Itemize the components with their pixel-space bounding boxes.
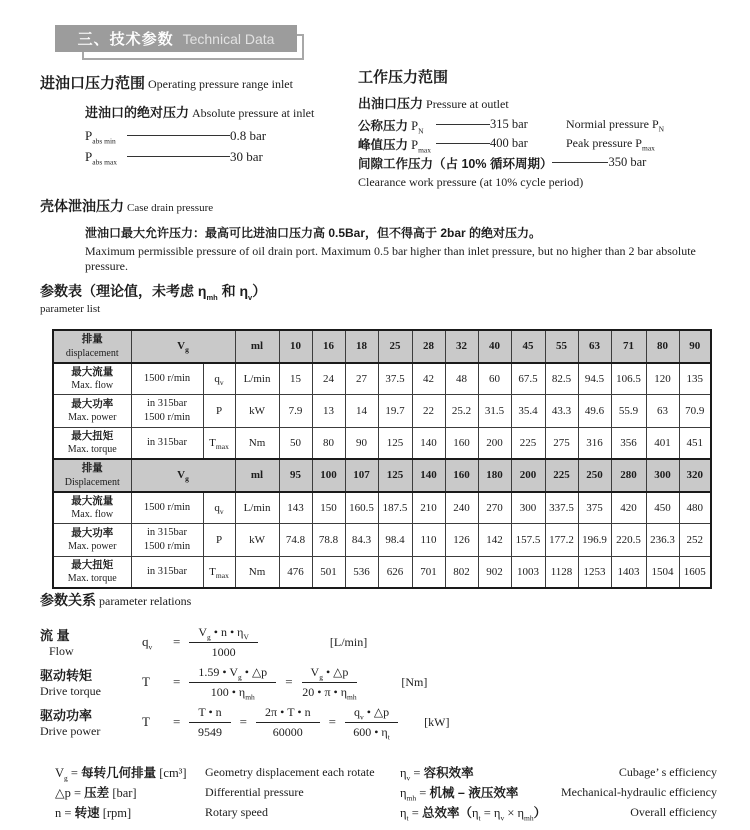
peak-pressure-row	[358, 134, 728, 153]
power-unit: [kW]	[424, 714, 450, 729]
drain-heading-cn: 壳体泄油压力	[40, 198, 124, 214]
legend-left-column	[55, 762, 400, 822]
dash-line	[436, 143, 490, 144]
legend-eta-mh-symbol: $\eta_{mh}$ = 机械 – 液压效率	[400, 786, 519, 803]
case-drain-section	[40, 196, 730, 274]
outlet-heading-cn: 工作压力范围	[358, 69, 449, 86]
drain-text-cn: 泄油口最大允许压力：最高可比进油口压力高 0.5Bar，但不得高于 2bar 的绝对压力。	[85, 226, 542, 240]
flow-label-en: Flow	[49, 644, 74, 658]
outlet-subheading-en: Pressure at outlet	[426, 97, 509, 111]
table-cell: 13	[312, 395, 345, 427]
table-cell: 25.2	[445, 395, 478, 427]
table-cell: in 315bar	[131, 556, 203, 588]
table-cell: 401	[646, 427, 679, 459]
power-lhs-symbol: T	[142, 714, 150, 729]
torque-fraction-2	[302, 664, 358, 699]
table-cell: 最大流量 Max. flow	[53, 492, 131, 524]
table-cell: 275	[545, 427, 578, 459]
power-denominator-3: 600 • $\eta_t$	[353, 724, 390, 741]
torque-numerator-1: 1.59 • $V_g$ • △p	[189, 664, 276, 682]
table-cell: 55	[545, 330, 578, 363]
table-cell: 50	[279, 427, 312, 459]
torque-denominator-1: 100 • $\eta_{mh}$	[210, 684, 255, 701]
legend-eta-t-symbol: $\eta_t$ = 总效率$(\eta_t = \eta_v \times \eta_{mh})$	[400, 806, 547, 823]
torque-formula-row	[40, 662, 730, 702]
flow-denominator: 1000	[211, 644, 236, 659]
torque-numerator-2: $V_g$ • △p	[302, 664, 358, 682]
table-cell: 最大扭矩 Max. torque	[53, 556, 131, 588]
table-cell: $T_{max}$	[203, 556, 235, 588]
power-numerator-3: $q_v$ • △p	[345, 704, 398, 722]
drain-text-en: Maximum permissible pressure of oil drain port. Maximum 0.5 bar higher than inlet pressure, but no higher than 2 bar absolute pressure.	[85, 244, 696, 273]
legend-eta-mh-en: Mechanical-hydraulic efficiency	[560, 784, 717, 799]
inlet-subheading	[85, 102, 350, 121]
clearance-pressure-footnote: Clearance work pressure (at 10% cycle period)	[358, 175, 584, 189]
power-denominator-2: 60000	[272, 724, 303, 739]
nominal-pressure-note: Normial pressure $P_N$	[566, 117, 665, 134]
table-cell: ml	[235, 330, 279, 363]
table-cell: in 315bar 1500 r/min	[131, 524, 203, 556]
table-cell: $V_g$	[131, 330, 235, 363]
inlet-heading-cn: 进油口压力范围	[40, 75, 146, 92]
abs-min-value: 0.8 bar	[230, 127, 267, 143]
table-cell: 157.5	[511, 524, 545, 556]
flow-label-cn: 流 量	[40, 628, 70, 643]
relations-heading-cn: 参数关系	[40, 592, 96, 608]
table-cell: L/min	[235, 363, 279, 395]
table-cell: 78.8	[312, 524, 345, 556]
equals-sign: =	[239, 714, 248, 729]
table-cell: 476	[279, 556, 312, 588]
equals-sign: =	[328, 714, 336, 729]
table-cell: 1253	[578, 556, 611, 588]
table-cell: 160	[445, 427, 478, 459]
banner-box	[55, 25, 297, 52]
table-cell: P	[203, 395, 235, 427]
inlet-subheading-cn: 进油口的绝对压力	[85, 105, 190, 120]
table-cell: 142	[478, 524, 511, 556]
table-cell: 7.9	[279, 395, 312, 427]
table-cell: 1605	[679, 556, 711, 588]
table-cell: ml	[235, 459, 279, 492]
table-cell: 140	[412, 427, 445, 459]
banner-title-cn: 三、技术参数	[77, 31, 174, 48]
table-cell: 37.5	[378, 363, 412, 395]
table-cell: 32	[445, 330, 478, 363]
table-cell: 196.9	[578, 524, 611, 556]
table-cell: 160	[445, 459, 478, 492]
parameter-table-title-block	[40, 281, 266, 315]
flow-label	[40, 625, 142, 659]
table-cell: 125	[378, 427, 412, 459]
power-numerator-2: 2π • T • n	[256, 704, 320, 722]
dash-line	[552, 162, 608, 163]
table-cell: 49.6	[578, 395, 611, 427]
table-cell: P	[203, 524, 235, 556]
table-cell: 902	[478, 556, 511, 588]
outlet-subheading-cn: 出油口压力	[358, 96, 424, 111]
drain-heading-en: Case drain pressure	[127, 202, 214, 214]
outlet-subheading	[358, 93, 728, 112]
table-cell: 110	[412, 524, 445, 556]
table-cell: 排量 displacement	[53, 330, 131, 363]
table-cell: 300	[511, 492, 545, 524]
table-cell: 701	[412, 556, 445, 588]
table-cell: 19.7	[378, 395, 412, 427]
legend-item-dp	[55, 782, 400, 802]
table-cell: 252	[679, 524, 711, 556]
clearance-pressure-row	[358, 153, 728, 172]
table-cell: 70.9	[679, 395, 711, 427]
legend-dp-symbol: △p = 压差 [bar]	[55, 786, 137, 800]
table-cell: 220.5	[611, 524, 646, 556]
table-cell: 420	[611, 492, 646, 524]
table-cell: 126	[445, 524, 478, 556]
table-cell: 98.4	[378, 524, 412, 556]
working-pressure-section	[358, 66, 728, 190]
dash-line	[127, 135, 230, 136]
table-cell: 48	[445, 363, 478, 395]
legend-eta-v-symbol: $\eta_v$ = 容积效率	[400, 766, 474, 783]
torque-label	[40, 665, 142, 699]
abs-max-value: 30 bar	[230, 148, 263, 164]
table-cell: 40	[478, 330, 511, 363]
legend-eta-v-en: Cubage’ s efficiency	[618, 764, 717, 779]
banner-title-en: Technical Data	[182, 30, 275, 47]
table-cell: 18	[345, 330, 378, 363]
table-cell: 125	[378, 459, 412, 492]
table-cell: 450	[646, 492, 679, 524]
torque-denominator-2: 20 • π • $\eta_{mh}$	[302, 684, 357, 701]
dash-line	[127, 156, 230, 157]
table-cell: 43.3	[545, 395, 578, 427]
power-formula-row	[40, 702, 730, 742]
table-cell: 45	[511, 330, 545, 363]
table-cell: 80	[312, 427, 345, 459]
flow-fraction	[189, 624, 258, 659]
table-cell: 25	[378, 330, 412, 363]
table-cell: 排量 Displacement	[53, 459, 131, 492]
torque-label-en: Drive torque	[40, 684, 101, 698]
power-numerator-1: T • n	[189, 704, 230, 722]
table-cell: L/min	[235, 492, 279, 524]
clearance-pressure-label: 间隙工作压力（占 10% 循环周期）	[358, 156, 553, 171]
power-denominator-1: 9549	[198, 724, 222, 739]
parameter-table-subtitle: parameter list	[40, 303, 101, 315]
power-label	[40, 705, 142, 739]
table-cell: 236.3	[646, 524, 679, 556]
equals-sign: =	[173, 634, 181, 649]
dash-line	[436, 124, 490, 125]
inlet-pressure-section	[40, 72, 350, 167]
symbol-legend	[55, 762, 717, 822]
clearance-pressure-value: 350 bar	[608, 155, 647, 169]
legend-item-vg	[55, 762, 400, 782]
nominal-pressure-row	[358, 115, 728, 134]
table-cell: $q_v$	[203, 492, 235, 524]
table-cell: 最大功率 Max. power	[53, 524, 131, 556]
table-cell: 80	[646, 330, 679, 363]
torque-fraction-1	[189, 664, 276, 699]
table-cell: 15	[279, 363, 312, 395]
table-cell: $V_g$	[131, 459, 235, 492]
table-cell: 180	[478, 459, 511, 492]
table-cell: 480	[679, 492, 711, 524]
table-cell: 55.9	[611, 395, 646, 427]
table-cell: 27	[345, 363, 378, 395]
table-cell: 94.5	[578, 363, 611, 395]
table-cell: 16	[312, 330, 345, 363]
drain-heading	[40, 196, 730, 216]
nominal-pressure-value: 315 bar	[490, 117, 528, 131]
parameter-relations-section	[40, 590, 730, 742]
table-cell: $T_{max}$	[203, 427, 235, 459]
table-cell: 74.8	[279, 524, 312, 556]
legend-item-n	[55, 802, 400, 822]
table-cell: 240	[445, 492, 478, 524]
table-cell: 71	[611, 330, 646, 363]
legend-item-eta-mh	[400, 782, 717, 802]
table-cell: kW	[235, 524, 279, 556]
table-cell: 1500 r/min	[131, 492, 203, 524]
table-cell: 501	[312, 556, 345, 588]
table-cell: 316	[578, 427, 611, 459]
legend-dp-en: Differential pressure	[205, 784, 304, 799]
table-cell: in 315bar	[131, 427, 203, 459]
table-cell: 187.5	[378, 492, 412, 524]
table-cell: 150	[312, 492, 345, 524]
power-fraction-2	[256, 704, 320, 739]
equals-sign: =	[173, 714, 181, 729]
parameter-table-title: 参数表（理论值，未考虑 $\eta_{mh}$ 和 $\eta_v$）	[40, 283, 267, 302]
flow-formula-row	[40, 622, 730, 662]
table-cell: 10	[279, 330, 312, 363]
section-banner	[55, 24, 325, 64]
table-cell: 337.5	[545, 492, 578, 524]
legend-vg-en: Geometry displacement each rotate	[205, 764, 375, 779]
flow-numerator: $V_g$ • n • $\eta_V$	[189, 624, 258, 642]
peak-pressure-note: Peak pressure $P_{max}$	[566, 136, 655, 153]
table-cell: 90	[679, 330, 711, 363]
table-cell: 63	[578, 330, 611, 363]
table-cell: 451	[679, 427, 711, 459]
abs-max-symbol: $P_{abs max}$	[85, 148, 118, 167]
table-cell: 250	[578, 459, 611, 492]
table-cell: 1128	[545, 556, 578, 588]
power-label-cn: 驱动功率	[40, 708, 93, 723]
abs-max-pressure-row	[85, 146, 350, 167]
table-cell: 160.5	[345, 492, 378, 524]
legend-item-eta-v	[400, 762, 717, 782]
torque-label-cn: 驱动转矩	[40, 668, 93, 683]
table-cell: 320	[679, 459, 711, 492]
table-cell: 31.5	[478, 395, 511, 427]
table-cell: 100	[312, 459, 345, 492]
table-cell: 356	[611, 427, 646, 459]
table-cell: Nm	[235, 427, 279, 459]
table-cell: 280	[611, 459, 646, 492]
table-cell: 270	[478, 492, 511, 524]
table-cell: 22	[412, 395, 445, 427]
table-cell: 90	[345, 427, 378, 459]
table-cell: 最大功率 Max. power	[53, 395, 131, 427]
power-fraction-3	[345, 704, 398, 739]
inlet-subheading-en: Absolute pressure at inlet	[192, 106, 315, 120]
table-cell: 63	[646, 395, 679, 427]
table-cell: 135	[679, 363, 711, 395]
legend-eta-t-en: Overall efficiency	[630, 804, 717, 819]
table-cell: 210	[412, 492, 445, 524]
parameter-table-body	[53, 330, 711, 588]
peak-pressure-label: 峰值压力 $P_{max}$	[358, 137, 432, 154]
table-cell: 60	[478, 363, 511, 395]
table-cell: 143	[279, 492, 312, 524]
table-cell: Nm	[235, 556, 279, 588]
table-cell: 14	[345, 395, 378, 427]
table-cell: 42	[412, 363, 445, 395]
inlet-section-heading	[40, 72, 350, 93]
equals-sign: =	[285, 674, 293, 689]
table-cell: 300	[646, 459, 679, 492]
table-cell: 35.4	[511, 395, 545, 427]
power-fraction-1	[189, 704, 230, 739]
table-cell: 120	[646, 363, 679, 395]
torque-lhs-symbol: T	[142, 674, 150, 689]
flow-unit: [L/min]	[329, 634, 368, 649]
table-cell: 536	[345, 556, 378, 588]
peak-pressure-value: 400 bar	[490, 136, 528, 150]
table-cell: 225	[511, 427, 545, 459]
table-cell: 1403	[611, 556, 646, 588]
table-cell: 1504	[646, 556, 679, 588]
table-cell: 802	[445, 556, 478, 588]
table-cell: 107	[345, 459, 378, 492]
table-cell: 225	[545, 459, 578, 492]
relations-heading-en: parameter relations	[99, 594, 192, 608]
table-cell: 24	[312, 363, 345, 395]
table-cell: 1003	[511, 556, 545, 588]
legend-n-symbol: n = 转速 [rpm]	[55, 806, 132, 820]
parameter-table	[52, 329, 712, 589]
legend-vg-symbol: $V_g$ = 每转几何排量 [cm³]	[55, 766, 187, 783]
table-cell: 200	[478, 427, 511, 459]
table-cell: 95	[279, 459, 312, 492]
inlet-heading-en: Operating pressure range inlet	[148, 77, 293, 91]
torque-unit: [Nm]	[401, 674, 428, 689]
table-cell: $q_v$	[203, 363, 235, 395]
legend-n-en: Rotary speed	[205, 804, 268, 819]
table-cell: 106.5	[611, 363, 646, 395]
table-cell: 626	[378, 556, 412, 588]
abs-min-symbol: $P_{abs min}$	[85, 127, 116, 146]
table-cell: 140	[412, 459, 445, 492]
relations-heading	[40, 590, 730, 610]
flow-lhs-symbol: $q_v$	[142, 634, 153, 652]
abs-min-pressure-row	[85, 125, 350, 146]
power-label-en: Drive power	[40, 724, 101, 738]
table-cell: 最大流量 Max. flow	[53, 363, 131, 395]
legend-right-column	[400, 762, 717, 822]
table-cell: 67.5	[511, 363, 545, 395]
table-cell: kW	[235, 395, 279, 427]
table-cell: 82.5	[545, 363, 578, 395]
table-cell: 177.2	[545, 524, 578, 556]
table-cell: 28	[412, 330, 445, 363]
table-cell: 1500 r/min	[131, 363, 203, 395]
table-cell: 375	[578, 492, 611, 524]
table-cell: in 315bar 1500 r/min	[131, 395, 203, 427]
table-cell: 200	[511, 459, 545, 492]
equals-sign: =	[173, 674, 181, 689]
nominal-pressure-label: 公称压力 $P_N$	[358, 118, 424, 135]
table-cell: 84.3	[345, 524, 378, 556]
legend-item-eta-t	[400, 802, 717, 822]
table-cell: 最大扭矩 Max. torque	[53, 427, 131, 459]
